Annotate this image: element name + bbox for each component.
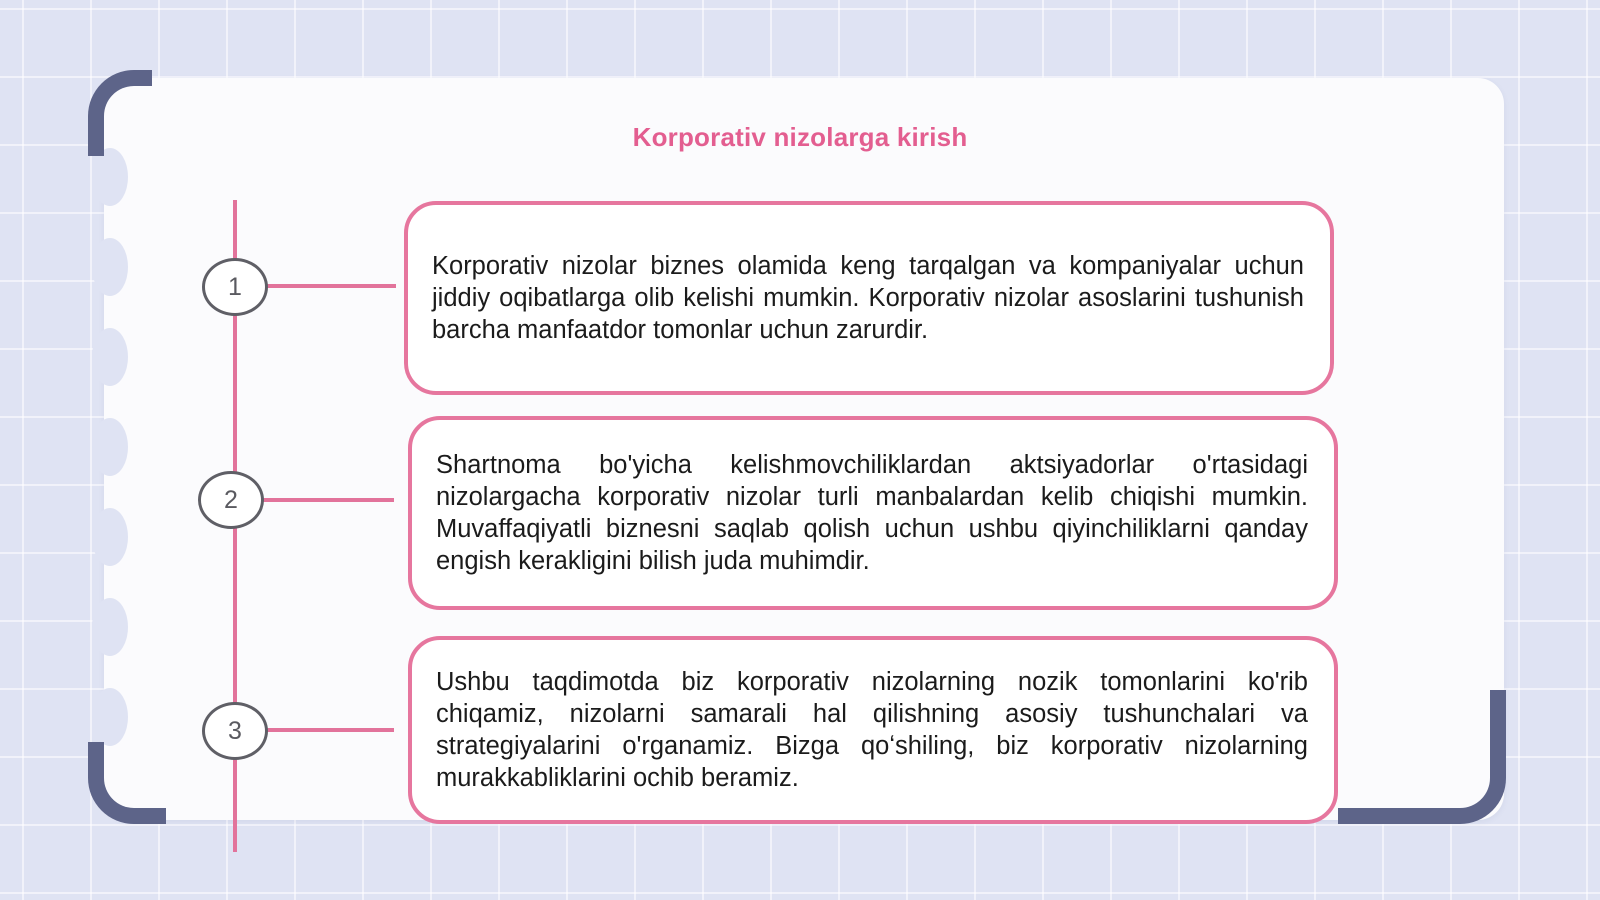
step-text-3: Ushbu taqdimotda biz korporativ nizolarning nozik tomonlarini ko'rib chiqamiz, nizolarni samarali hal qilishning asosiy tushunchalari va strategiyalarini o'rganamiz. Bizga qoʻshiling, biz korporativ nizolarning murakkabliklarini ochib beramiz. <box>436 668 1308 792</box>
paper-scallop <box>92 328 128 386</box>
corner-bracket-top-left <box>88 70 152 156</box>
step-box-1 <box>404 201 1334 395</box>
step-number-2: 2 <box>198 471 264 529</box>
slide-title: Korporativ nizolarga kirish <box>632 122 968 152</box>
step-box-2 <box>408 416 1338 610</box>
paper-scallop <box>92 688 128 746</box>
corner-bracket-bottom-left <box>88 742 166 824</box>
paper-scallop <box>92 418 128 476</box>
corner-bracket-bottom-right <box>1338 690 1506 824</box>
step-number-1: 1 <box>202 258 268 316</box>
step-text-2: Shartnoma bo'yicha kelishmovchiliklardan aktsiyadorlar o'rtasidagi nizolargacha korporativ nizolar turli manbalardan kelib chiqishi mumkin. Muvaffaqiyatli biznesni saqlab qolish uchun ushbu qiyinchiliklarni qanday engish kerakligini bilish juda muhimdir. <box>436 451 1308 575</box>
paper-scallop <box>92 238 128 296</box>
step-box-3 <box>408 636 1338 824</box>
step-connector <box>266 284 396 288</box>
step-number-3: 3 <box>202 702 268 760</box>
paper-scallop <box>92 598 128 656</box>
paper-scallop <box>92 148 128 206</box>
paper-scallop <box>92 508 128 566</box>
step-connector <box>266 728 394 732</box>
step-text-1: Korporativ nizolar biznes olamida keng tarqalgan va kompaniyalar uchun jiddiy oqibatlarga olib kelishi mumkin. Korporativ nizolar asoslarini tushunish barcha manfaatdor tomonlar uchun zarurdir. <box>432 252 1304 344</box>
step-connector <box>262 498 394 502</box>
